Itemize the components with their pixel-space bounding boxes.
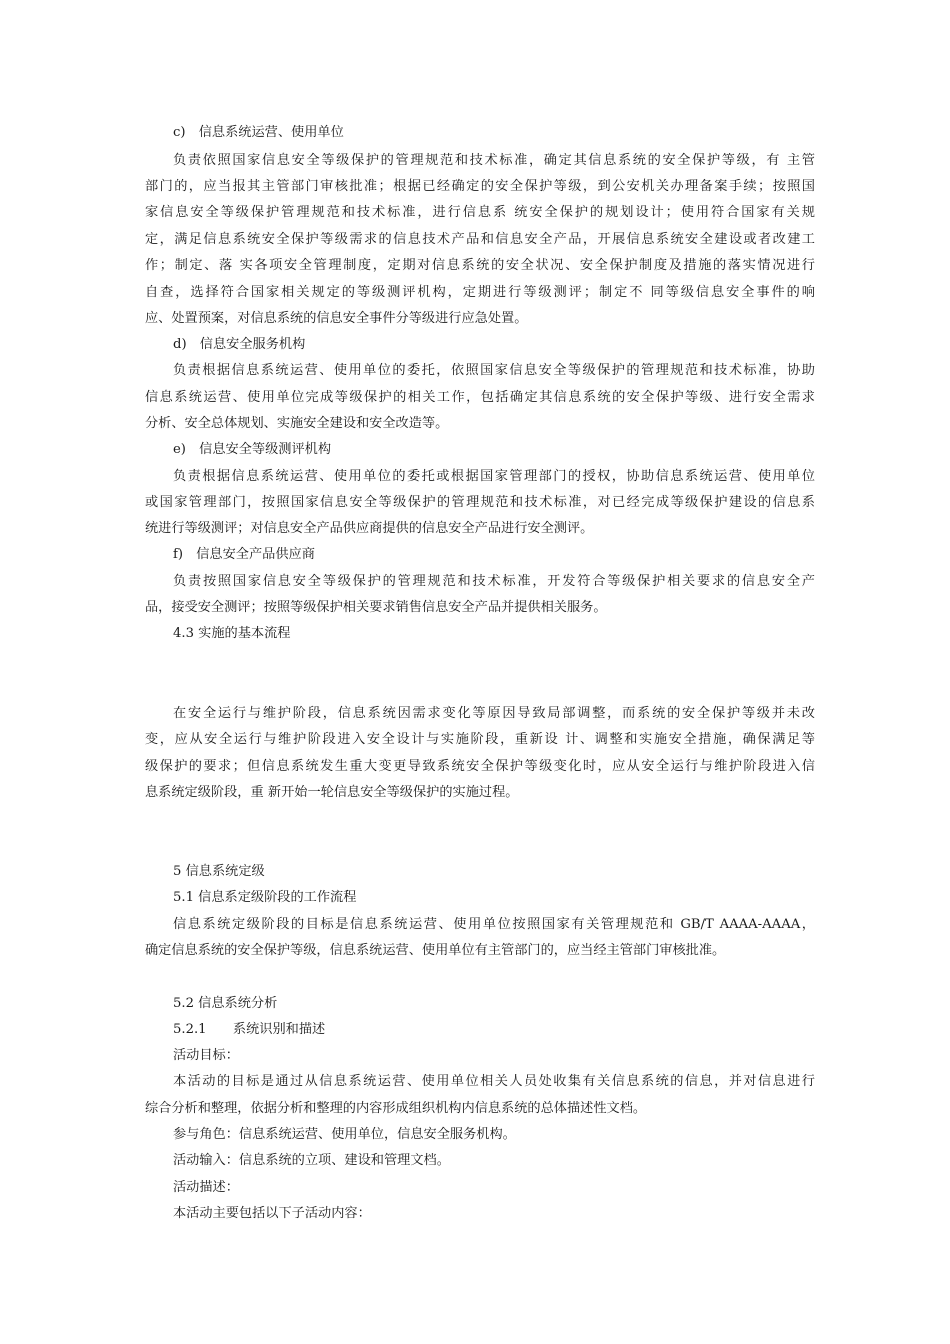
activity-description-label: 活动描述： <box>173 1180 239 1195</box>
paragraph-line: 信息系统运营、使用单位完成等级保护的相关工作，包括确定其信息系统的安全保护等级、进行安全需求 <box>145 390 815 405</box>
paragraph-line: 家信息安全等级保护管理规范和技术标准，进行信息系 统安全保护的规划设计；使用符合国家有关规 <box>145 205 815 220</box>
heading-f-vendor: f) 信息安全产品供应商 <box>173 547 315 562</box>
section-5-heading: 5 信息系统定级 <box>173 864 265 879</box>
paragraph-line: 分析、安全总体规划、实施安全建设和安全改造等。 <box>145 416 449 431</box>
paragraph-line: 息系统定级阶段，重 新开始一轮信息安全等级保护的实施过程。 <box>145 785 519 800</box>
heading-d-service: d) 信息安全服务机构 <box>173 337 306 352</box>
activity-input: 活动输入：信息系统的立项、建设和管理文档。 <box>173 1153 450 1168</box>
heading-e-assessment: e) 信息安全等级测评机构 <box>173 442 332 457</box>
paragraph-line: 综合分析和整理，依据分析和整理的内容形成组织机构内信息系统的总体描述性文档。 <box>145 1101 647 1116</box>
paragraph-line: 自查，选择符合国家相关规定的等级测评机构，定期进行等级测评；制定不 同等级信息安全事件的响 <box>145 285 815 300</box>
paragraph-line: 部门的，应当报其主管部门审核批准；根据已经确定的安全保护等级，到公安机关办理备案手续；按照国 <box>145 179 815 194</box>
paragraph-line: 变，应从安全运行与维护阶段进入安全设计与实施阶段，重新设 计、调整和实施安全措施，确保满足等 <box>145 732 815 747</box>
paragraph-line: 负责按照国家信息安全等级保护的管理规范和技术标准，开发符合等级保护相关要求的信息安全产 <box>173 574 815 589</box>
paragraph-line: 负责根据信息系统运营、使用单位的委托或根据国家管理部门的授权，协助信息系统运营、使用单位 <box>173 469 815 484</box>
paragraph-line: 本活动的目标是通过从信息系统运营、使用单位相关人员处收集有关信息系统的信息，并对信息进行 <box>173 1074 815 1089</box>
paragraph-line: 信息系统定级阶段的目标是信息系统运营、使用单位按照国家有关管理规范和 GB/T AAAA-AAAA， <box>173 917 815 932</box>
participant-roles: 参与角色：信息系统运营、使用单位，信息安全服务机构。 <box>173 1127 516 1142</box>
paragraph-line: 统进行等级测评；对信息安全产品供应商提供的信息安全产品进行安全测评。 <box>145 521 594 536</box>
paragraph-line: 在安全运行与维护阶段，信息系统因需求变化等原因导致局部调整，而系统的安全保护等级并未改 <box>173 706 815 721</box>
paragraph-line: 负责根据信息系统运营、使用单位的委托，依照国家信息安全等级保护的管理规范和技术标准，协助 <box>173 363 815 378</box>
section-5-2-1-heading: 5.2.1 系统识别和描述 <box>173 1022 326 1037</box>
paragraph-line: 品，接受安全测评；按照等级保护相关要求销售信息安全产品并提供相关服务。 <box>145 600 607 615</box>
paragraph-line: 应、处置预案，对信息系统的信息安全事件分等级进行应急处置。 <box>145 311 528 326</box>
section-5-2-heading: 5.2 信息系统分析 <box>173 996 278 1011</box>
paragraph-line: 定，满足信息系统安全保护等级需求的信息技术产品和信息安全产品，开展信息系统安全建设或者改建工 <box>145 232 815 247</box>
section-4-3-heading: 4.3 实施的基本流程 <box>173 626 291 641</box>
paragraph-line: 确定信息系统的安全保护等级，信息系统运营、使用单位有主管部门的，应当经主管部门审核批准。 <box>145 943 726 958</box>
section-5-1-heading: 5.1 信息系定级阶段的工作流程 <box>173 890 357 905</box>
paragraph-line: 作；制定、落 实各项安全管理制度，定期对信息系统的安全状况、安全保护制度及措施的落实情况进行 <box>145 258 815 273</box>
activity-goal-label: 活动目标： <box>173 1048 239 1063</box>
paragraph-line: 负责依照国家信息安全等级保护的管理规范和技术标准，确定其信息系统的安全保护等级，有 主管 <box>173 153 815 168</box>
paragraph-line: 或国家管理部门，按照国家信息安全等级保护的管理规范和技术标准，对已经完成等级保护建设的信息系 <box>145 495 815 510</box>
sub-activities-intro: 本活动主要包括以下子活动内容： <box>173 1206 371 1221</box>
paragraph-line: 级保护的要求；但信息系统发生重大变更导致系统安全保护等级变化时，应从安全运行与维护阶段进入信 <box>145 759 815 774</box>
heading-c-operator: c) 信息系统运营、使用单位 <box>173 125 344 140</box>
